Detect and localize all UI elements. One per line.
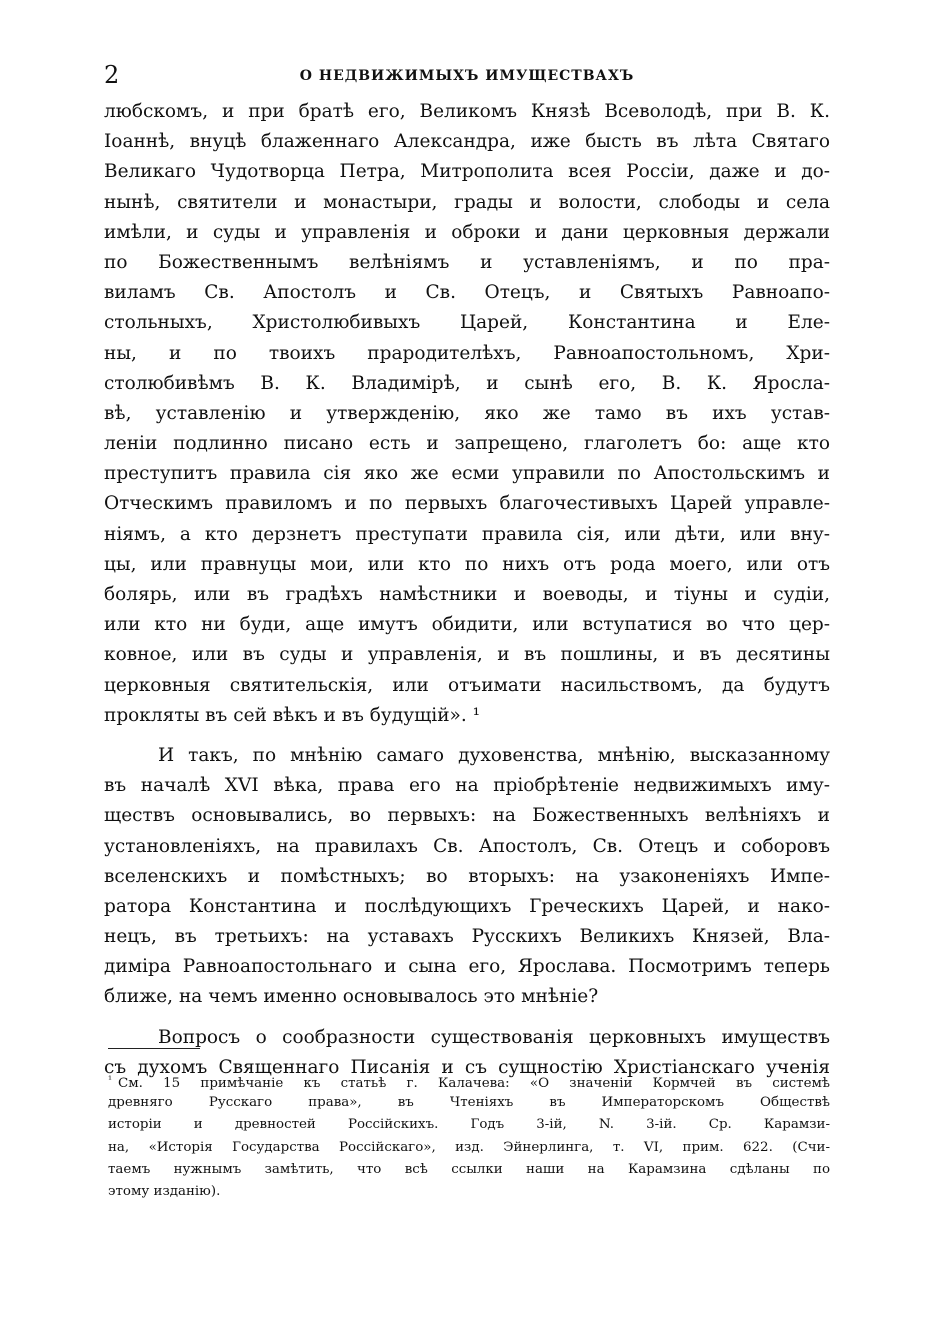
text-line: нецъ, въ третьихъ: на уставахъ Русскихъ Великихъ Князей, Вла- (104, 926, 830, 948)
text-line: нынѣ, святители и монастыри, грады и волости, слободы и села (104, 191, 830, 213)
text-line: установленіяхъ, на правилахъ Св. Апостолъ, Св. Отецъ и соборовъ (104, 835, 830, 857)
paragraph-gap (104, 731, 830, 741)
text-line: ны, и по твоихъ прародителѣхъ, Равноапостольномъ, Хри- (104, 342, 830, 364)
text-line: любскомъ, и при братѣ его, Великомъ Князѣ Всеволодѣ, при В. К. (104, 101, 830, 122)
footnote-line: на, «Исторія Государства Россійскаго», изд. Эйнерлинга, т. VI, прим. 622. (Счи- (108, 1139, 830, 1155)
text-line: или кто ни буди, аще имутъ обидити, или вступатися во что цер- (104, 614, 830, 636)
text-line: имѣли, и суды и управленія и оброки и дани церковныя держали (104, 221, 830, 243)
text-line: ратора Константина и послѣдующихъ Греческихъ Царей, и нако- (104, 895, 830, 917)
text-line: Отческимъ правиломъ и по первыхъ благочестивыхъ Царей управле- (104, 493, 830, 515)
paragraph-gap (104, 1013, 830, 1023)
text-line: вѣ, уставленію и утвержденію, яко же тамо въ ихъ устав- (104, 402, 830, 424)
body-text (104, 97, 830, 1083)
text-line: стольныхъ, Христолюбивыхъ Царей, Константина и Еле- (104, 312, 830, 334)
text-line: леніи подлинно писано есть и запрещено, глаголетъ бо: аще кто (104, 433, 830, 455)
footnote-line: исторіи и древностей Россійскихъ. Годъ 3-ій, N. 3-ій. Ср. Карамзи- (108, 1117, 830, 1133)
text-line: вселенскихъ и помѣстныхъ; во вторыхъ: на узаконеніяхъ Импе- (104, 865, 830, 887)
footnote-text: См. 15 примѣчаніе къ статьѣ г. Калачева: «О значеніи Кормчей въ системѣ (118, 1076, 830, 1091)
text-line: диміра Равноапостольнаго и сына его, Ярослава. Посмотримъ теперь (104, 956, 830, 978)
text-line: ближе, на чемъ именно основывалось это мнѣніе? (104, 986, 599, 1008)
page-number: 2 (104, 61, 120, 89)
text-line: И такъ, по мнѣнію самаго духовенства, мнѣнію, высказанному (158, 744, 830, 766)
text-line: Вопросъ о сообразности существованія церковныхъ имуществъ (158, 1026, 830, 1048)
text-line: столюбивѣмъ В. К. Владимірѣ, и сынѣ его, В. К. Яросла- (104, 372, 830, 394)
running-title: О НЕДВИЖИМЫХЪ ИМУЩЕСТВАХЪ (299, 68, 635, 84)
footnote (108, 1070, 830, 1203)
text-line: ковное, или въ суды и управленія, и въ пошлины, и въ десятины (104, 644, 830, 666)
text-line: по Божественнымъ велѣніямъ и уставленіямъ, и по пра- (104, 251, 830, 273)
text-line: въ началѣ XVI вѣка, права его на пріобрѣтеніе недвижимыхъ иму- (104, 775, 830, 797)
footnote-line: древняго Русскаго права», въ Чтеніяхъ въ Императорскомъ Обществѣ (108, 1095, 830, 1111)
text-line: ществъ основывались, во первыхъ: на Божественныхъ велѣніяхъ и (104, 805, 830, 827)
footnote-line: этому изданію). (108, 1183, 221, 1199)
text-line: Великаго Чудотворца Петра, Митрополита всея Россіи, даже и до- (104, 161, 830, 183)
footnote-marker: ¹ (108, 1075, 113, 1086)
page-header (104, 60, 830, 90)
text-line: церковныя святительскія, или отъимати насильствомъ, да будутъ (104, 674, 830, 696)
text-line: прокляты въ сей вѣкъ и въ будущій». ¹ (104, 704, 481, 726)
footnote-line: таемъ нужнымъ замѣтить, что всѣ ссылки наши на Карамзина сдѣланы по (108, 1161, 830, 1177)
text-line: ніямъ, а кто дерзнетъ преступати правила сія, или дѣти, или вну- (104, 523, 830, 545)
text-line: съ духомъ Священнаго Писанія и съ сущностію Христіанскаго ученія (104, 1056, 830, 1078)
text-line: Іоаннѣ, внуцѣ блаженнаго Александра, иже бысть въ лѣта Святаго (104, 131, 830, 153)
text-line: цы, или правнуцы мои, или кто по нихъ отъ рода моего, или отъ (104, 553, 830, 575)
footnote-divider (108, 1048, 200, 1049)
text-line: виламъ Св. Апостолъ и Св. Отецъ, и Святыхъ Равноапо- (104, 282, 830, 304)
text-line: болярь, или въ градѣхъ намѣстники и воеводы, и тіуны и судіи, (104, 584, 830, 605)
text-line: преступитъ правила сія яко же есми управили по Апостольскимъ и (104, 463, 830, 485)
footnote-line (108, 1070, 830, 1092)
